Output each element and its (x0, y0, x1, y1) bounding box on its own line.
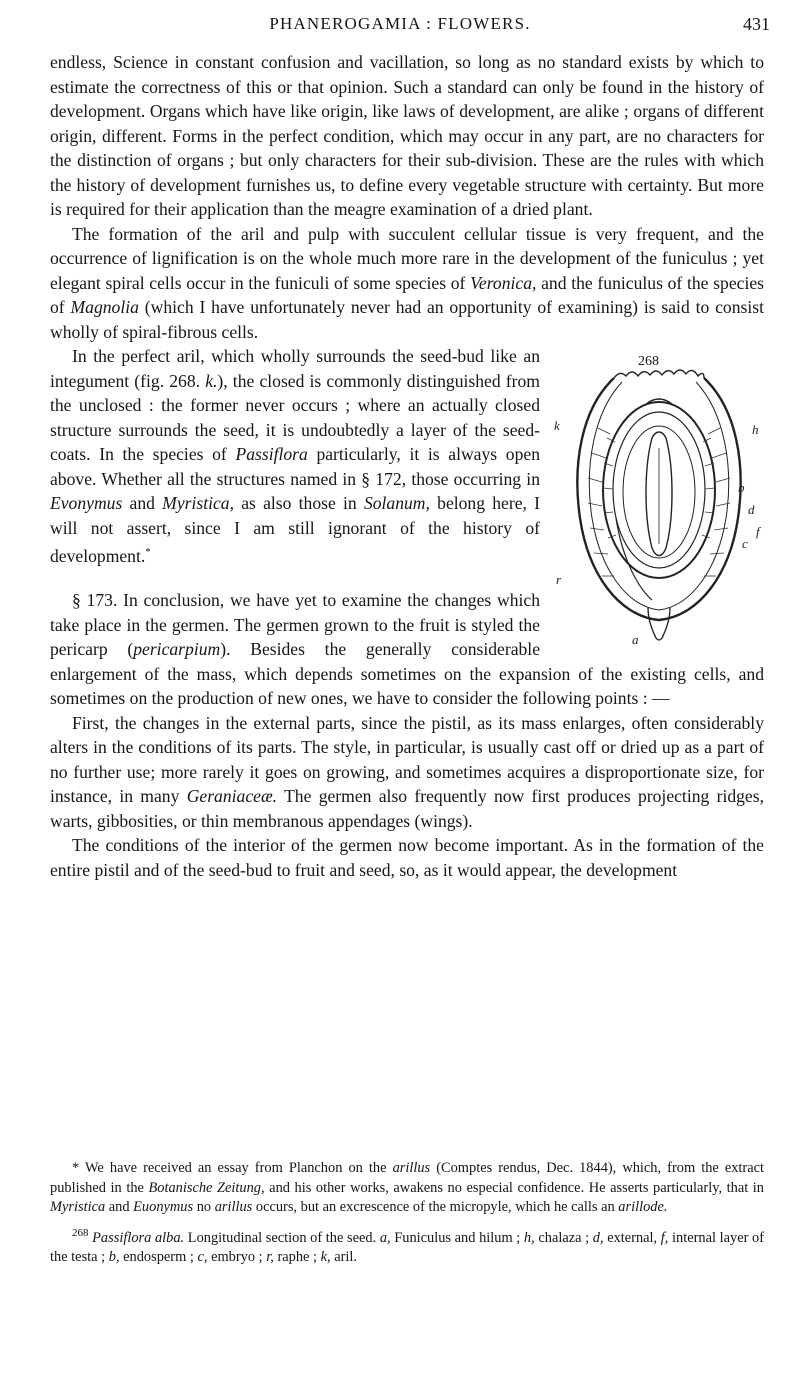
paragraph-perfect-aril: In the perfect aril, which wholly surrounds the seed-bud like an integument (fig. 268. k.), the closed is commonly distinguished from the unclosed : the former never occurs ; where an actually closed structure surrounds the seed, it is undoubtedly a layer of the seed-coats. In the species of Passiflora particularly, it is always open above. Whether all the structures named in § 172, those occurring in Evonymus and Myristica, as also those in Solanum, belong here, I will not assert, since I am still ignorant of the history of development.* (50, 346, 541, 566)
paragraph-section-173: § 173. In conclusion, we have yet to examine the changes which take place in the germen. The germen grown to the fruit is styled the pericarp (pericarpium). Besides the generally considerable enlargement of the mass, which depends sometimes on the expansion of the existing cells, and sometimes on the production of new ones, we have to consider the following points : — (50, 590, 764, 709)
footnote-planchon: * We have received an essay from Planchon on the arillus (Comptes rendus, Dec. 1844), which, from the extract published in the Botanische Zeitung, and his other works, awakens no especial confidence. He asserts particularly, that in Myristica and Euonymus no arillus occurs, but an excrescence of the micropyle, which he calls an arillode. (50, 1160, 764, 1215)
svg-text:k: k (554, 418, 560, 433)
paragraph-interior-conditions: The conditions of the interior of the germen now become important. As in the formation of the entire pistil and of the seed-bud to fruit and seed, so, as it would appear, the development (50, 835, 764, 880)
running-head (0, 14, 800, 44)
svg-text:a: a (632, 632, 639, 647)
paragraph-external-changes: First, the changes in the external parts, since the pistil, as its mass enlarges, often considerably alters in the conditions of its parts. The style, in particular, is usually cast off or dried up as a part of no further use; more rarely it goes on growing, and sometimes acquires a disproportionate size, for instance, in many Geraniaceæ. The germen also frequently now first produces projecting ridges, warts, gibbosities, or thin membranous appendages (wings). (50, 712, 764, 831)
svg-text:h: h (752, 422, 759, 437)
page-number: 431 (743, 14, 770, 34)
svg-text:c: c (742, 536, 748, 551)
footnotes (50, 1159, 764, 1273)
svg-text:r: r (556, 572, 562, 587)
figure-268 (552, 350, 766, 650)
paragraph-continued: endless, Science in constant confusion and vacillation, so long as no standard exists by which to estimate the correctness of this or that opinion. Such a standard can only be found in the history of development. Organs which have like origin, like laws of development, are alike ; organs of different origin, different. Forms in the perfect condition, which may occur in any part, are no characters for the distinction of organs ; but only characters for their sub-division. These are the rules with which the history of development furnishes us, to define every vegetable structure with certainty. But more is required for their application than the meagre examination of a dried plant. (50, 52, 764, 219)
figure-number: 268 (638, 354, 659, 369)
svg-text:b: b (738, 480, 745, 495)
body-text (50, 50, 764, 882)
paragraph-aril-formation: The formation of the aril and pulp with succulent cellular tissue is very frequent, and the occurrence of lignification is on the whole much more rare in the development of the funiculus ; yet elegant spiral cells occur in the funiculi of some species of Veronica, and the funiculus of the species of Magnolia (which I have unfortunately never had an opportunity of examining) is said to consist wholly of spiral-fibrous cells. (50, 223, 764, 342)
svg-text:d: d (748, 502, 755, 517)
seed-section-illustration (552, 368, 766, 648)
running-title: PHANEROGAMIA : FLOWERS. (269, 14, 531, 33)
svg-text:f: f (756, 524, 760, 539)
footnote-reference: * (145, 546, 151, 558)
figure-caption-268: $^{268}$ Passiflora alba. Longitudinal section of the seed. a, Funiculus and hilum ; h, chalaza ; d, external, f, internal layer of the testa ; b, endosperm ; c, embryo ; r, raphe ; k, aril. (50, 1226, 764, 1265)
